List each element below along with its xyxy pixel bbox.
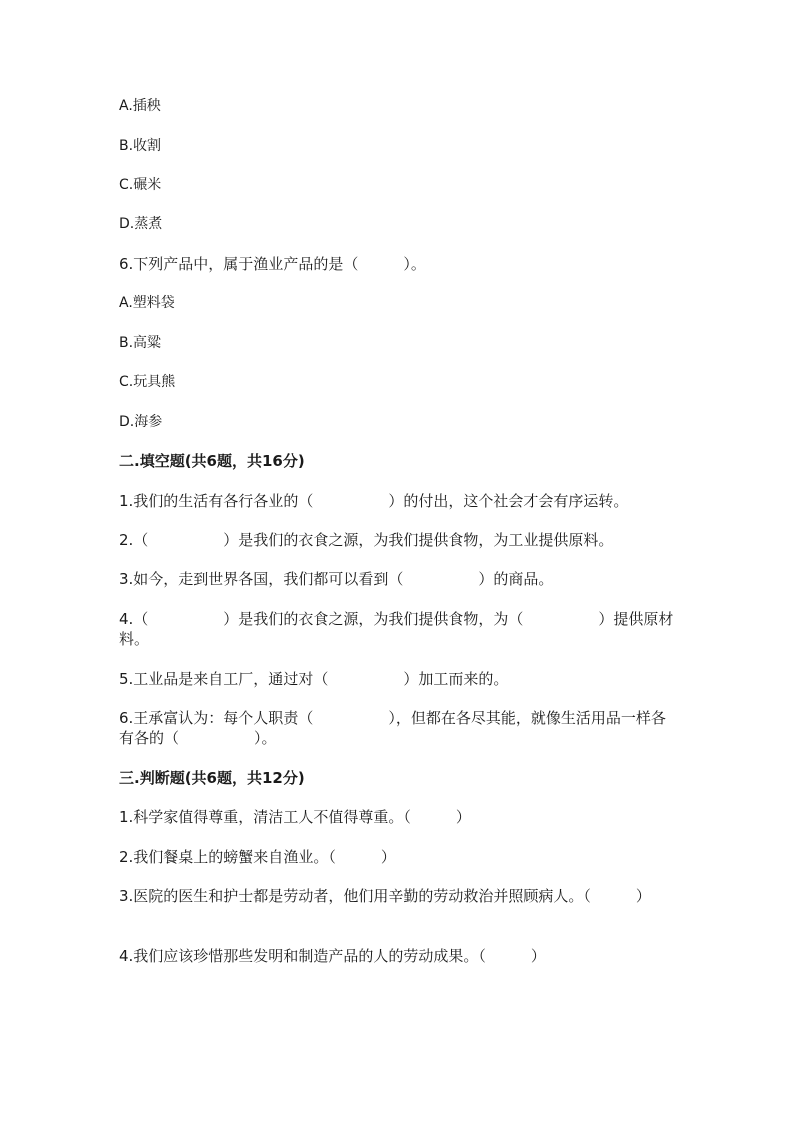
- judge-item-4: 4.我们应该珍惜那些发明和制造产品的人的劳动成果。（ ）: [119, 947, 546, 965]
- section2-heading: 二.填空题(共6题，共16分): [119, 452, 305, 470]
- q6-option-a: A.塑料袋: [119, 295, 175, 311]
- q5-option-a: A.插秧: [119, 98, 161, 114]
- fill-item-6: 6.王承富认为：每个人职责（ ），但都在各尽其能，就像生活用品一样各有各的（ ）。: [119, 709, 666, 747]
- fill-item-1: 1.我们的生活有各行各业的（ ）的付出，这个社会才会有序运转。: [119, 492, 629, 510]
- section3-heading: 三.判断题(共6题，共12分): [119, 769, 305, 787]
- fill-item-3: 3.如今，走到世界各国，我们都可以看到（ ）的商品。: [119, 570, 554, 588]
- q5-option-c: C.碾米: [119, 177, 162, 193]
- fill-item-4: 4.（ ）是我们的衣食之源，为我们提供食物，为（ ）提供原材料。: [119, 610, 674, 648]
- q5-option-b: B.收割: [119, 138, 162, 154]
- q6-stem: 6.下列产品中，属于渔业产品的是（ ）。: [119, 255, 426, 273]
- judge-item-3: 3.医院的医生和护士都是劳动者，他们用辛勤的劳动救治并照顾病人。（ ）: [119, 887, 651, 905]
- fill-item-5: 5.工业品是来自工厂，通过对（ ）加工而来的。: [119, 670, 509, 688]
- q5-option-d: D.蒸煮: [119, 216, 163, 232]
- q6-option-b: B.高粱: [119, 335, 162, 351]
- judge-item-2: 2.我们餐桌上的螃蟹来自渔业。（ ）: [119, 848, 396, 866]
- q6-option-d: D.海参: [119, 414, 163, 430]
- fill-item-2: 2.（ ）是我们的衣食之源，为我们提供食物，为工业提供原料。: [119, 531, 614, 549]
- q6-option-c: C.玩具熊: [119, 374, 176, 390]
- judge-item-1: 1.科学家值得尊重，清洁工人不值得尊重。（ ）: [119, 808, 471, 826]
